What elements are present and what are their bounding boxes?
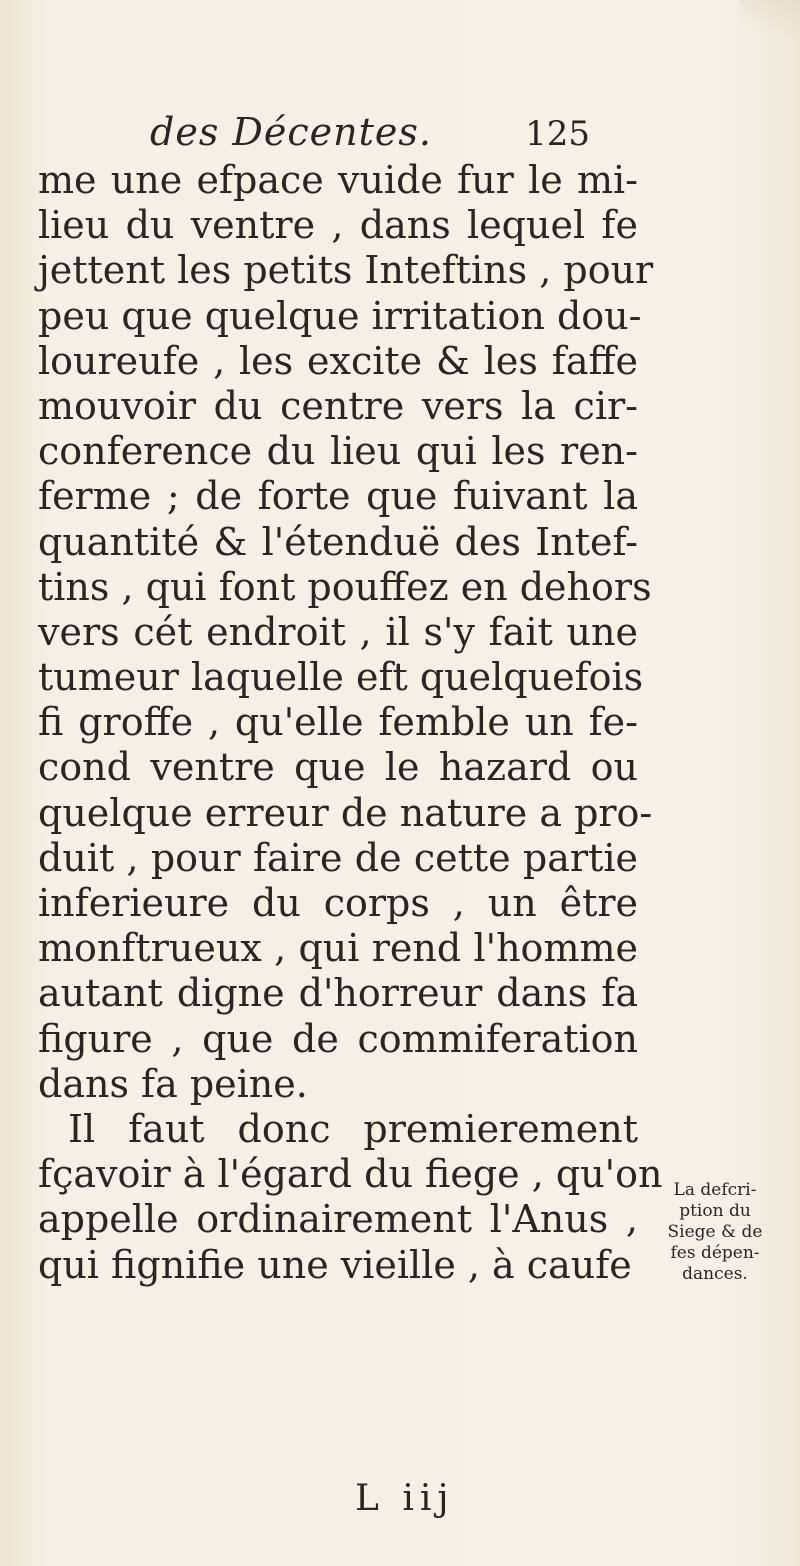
text-line: qui fignifie une vieille , à caufe bbox=[38, 1242, 632, 1287]
text-line: vers cét endroit , il s'y fait une bbox=[38, 609, 638, 654]
text-line: peu que quelque irritation dou- bbox=[38, 293, 642, 338]
text-line: cond ventre que le hazard ou bbox=[38, 745, 638, 790]
running-title: des Décentes. bbox=[150, 110, 432, 154]
text-line: fçavoir à l'égard du fiege , qu'on bbox=[38, 1152, 663, 1197]
text-line: tins , qui font pouffez en dehors bbox=[38, 564, 652, 609]
text-line: duit , pour faire de cette partie bbox=[38, 835, 638, 880]
text-line: fi groffe , qu'elle femble un fe- bbox=[38, 700, 638, 745]
text-line: Il faut donc premierement bbox=[68, 1106, 638, 1151]
text-line: figure , que de commiferation bbox=[38, 1016, 638, 1061]
text-line: loureufe , les excite & les faffe bbox=[38, 338, 638, 383]
margin-note-line: ption du bbox=[679, 1201, 751, 1221]
text-line: lieu du ventre , dans lequel fe bbox=[38, 203, 638, 248]
margin-note-line: Siege & de bbox=[667, 1222, 763, 1242]
body-text bbox=[38, 158, 663, 1288]
text-line: monftrueux , qui rend l'homme bbox=[38, 926, 638, 971]
text-line: quelque erreur de nature a pro- bbox=[38, 790, 653, 835]
page-corner-shading bbox=[740, 0, 800, 40]
margin-note-line: fes dépen- bbox=[670, 1243, 760, 1263]
text-line: tumeur laquelle eft quelquefois bbox=[38, 655, 644, 700]
text-line: autant digne d'horreur dans fa bbox=[38, 971, 638, 1016]
text-line: inferieure du corps , un être bbox=[38, 881, 638, 925]
text-line: me une efpace vuide fur le mi- bbox=[38, 158, 638, 202]
text-line: dans fa peine. bbox=[38, 1061, 308, 1106]
margin-note-line: La defcri- bbox=[673, 1180, 757, 1200]
margin-note-line: dances. bbox=[682, 1264, 748, 1284]
text-line: appelle ordinairement l'Anus , bbox=[38, 1197, 638, 1242]
margin-note bbox=[650, 1180, 780, 1285]
page-header bbox=[150, 110, 590, 158]
page-number: 125 bbox=[525, 114, 590, 154]
text-line: jettent les petits Inteftins , pour bbox=[38, 248, 654, 293]
text-line: conference du lieu qui les ren- bbox=[38, 429, 638, 474]
text-line: quantité & l'étenduë des Intef- bbox=[38, 519, 638, 564]
text-line: ferme ; de forte que fuivant la bbox=[38, 474, 638, 519]
signature-mark: L iij bbox=[355, 1478, 455, 1519]
text-line: mouvoir du centre vers la cir- bbox=[38, 383, 638, 428]
